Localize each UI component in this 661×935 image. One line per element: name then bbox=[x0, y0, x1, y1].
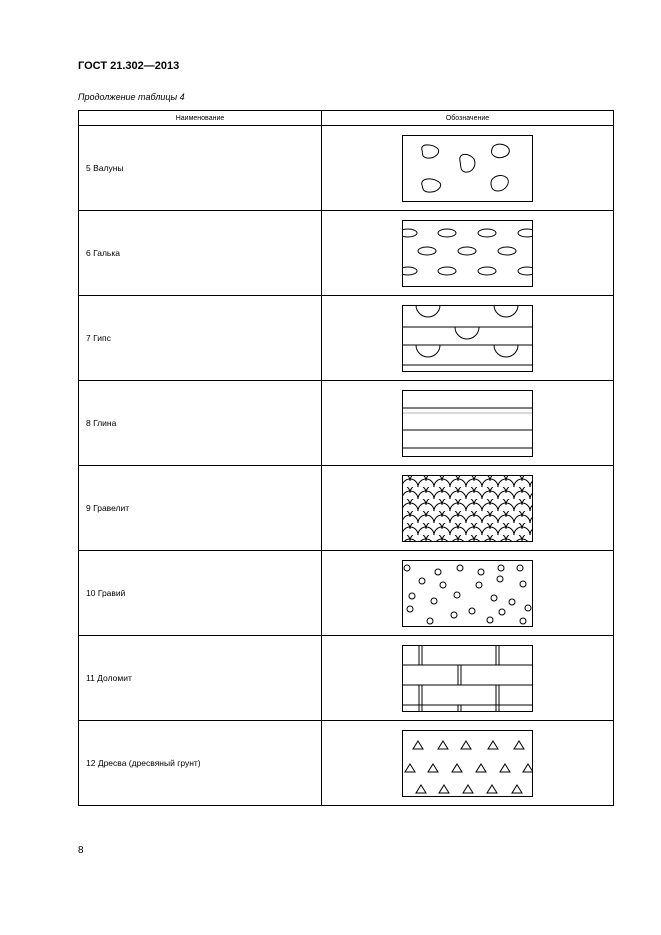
header-symbol-column: Обозначение bbox=[322, 111, 614, 126]
row-symbol-cell bbox=[322, 211, 614, 296]
row-label: 9 Гравелит bbox=[79, 466, 322, 551]
boulders-pattern bbox=[402, 135, 533, 202]
table-row bbox=[79, 381, 614, 466]
table-row bbox=[79, 211, 614, 296]
table-header-row bbox=[79, 111, 614, 126]
row-label: 10 Гравий bbox=[79, 551, 322, 636]
gravel-pattern bbox=[402, 560, 533, 627]
row-symbol-cell bbox=[322, 466, 614, 551]
pebbles-pattern bbox=[402, 220, 533, 287]
row-symbol-cell bbox=[322, 126, 614, 211]
table-row bbox=[79, 466, 614, 551]
symbols-table bbox=[78, 110, 614, 806]
header-name-column: Наименование bbox=[79, 111, 322, 126]
gypsum-pattern bbox=[402, 305, 533, 372]
gravelite-pattern bbox=[402, 475, 533, 542]
row-label: 12 Дресва (дресвяный грунт) bbox=[79, 721, 322, 806]
row-label: 6 Галька bbox=[79, 211, 322, 296]
row-symbol-cell bbox=[322, 551, 614, 636]
table-row bbox=[79, 296, 614, 381]
page-number: 8 bbox=[78, 845, 84, 856]
table-caption: Продолжение таблицы 4 bbox=[78, 92, 185, 102]
dolomite-pattern bbox=[402, 645, 533, 712]
gruss-pattern bbox=[402, 730, 533, 797]
document-title: ГОСТ 21.302—2013 bbox=[78, 60, 180, 72]
row-symbol-cell bbox=[322, 636, 614, 721]
table-row bbox=[79, 721, 614, 806]
row-label: 7 Гипс bbox=[79, 296, 322, 381]
table-row bbox=[79, 126, 614, 211]
row-label: 11 Доломит bbox=[79, 636, 322, 721]
row-label: 5 Валуны bbox=[79, 126, 322, 211]
clay-pattern bbox=[402, 390, 533, 457]
row-label: 8 Глина bbox=[79, 381, 322, 466]
table-row bbox=[79, 551, 614, 636]
row-symbol-cell bbox=[322, 296, 614, 381]
table-row bbox=[79, 636, 614, 721]
row-symbol-cell bbox=[322, 721, 614, 806]
row-symbol-cell bbox=[322, 381, 614, 466]
